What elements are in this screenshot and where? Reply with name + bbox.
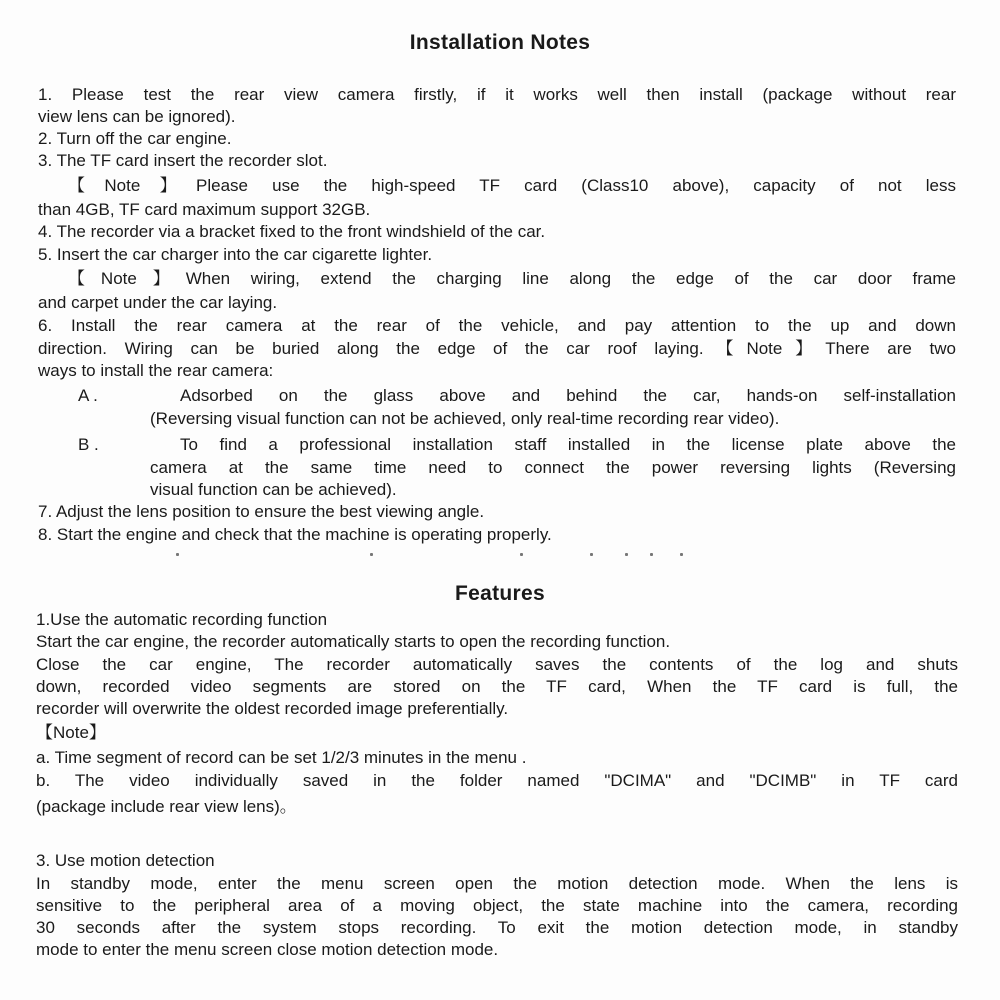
- installation-line: direction. Wiring can be buried along the edge of the car roof laying.【Note】There are two: [38, 339, 956, 358]
- features-line: 30 seconds after the system stops recording. To exit the motion detection mode, in standby: [36, 918, 958, 937]
- option-b-text: camera at the same time need to connect the power reversing lights (Reversing: [150, 458, 956, 477]
- installation-line: view lens can be ignored).: [38, 107, 236, 126]
- cut-off-text-fragments: [170, 553, 690, 557]
- installation-note: 【Note】When wiring, extend the charging line along the edge of the car door frame: [68, 269, 956, 288]
- installation-line: 2. Turn off the car engine.: [38, 129, 232, 148]
- installation-line: 4. The recorder via a bracket fixed to the front windshield of the car.: [38, 222, 546, 241]
- features-line: (package include rear view lens)。: [36, 797, 297, 816]
- motion-detection-heading: 3. Use motion detection: [36, 851, 215, 870]
- features-line: Start the car engine, the recorder automatically starts to open the recording function.: [36, 632, 671, 651]
- installation-note: 【Note】Please use the high-speed TF card (Class10 above), capacity of not less: [68, 176, 956, 195]
- features-line: b. The video individually saved in the folder named "DCIMA" and "DCIMB" in TF card: [36, 771, 958, 790]
- features-line: 1.Use the automatic recording function: [36, 610, 328, 629]
- features-line: Close the car engine, The recorder automatically saves the contents of the log and shuts: [36, 655, 958, 674]
- installation-line: 7. Adjust the lens position to ensure the best viewing angle.: [38, 502, 485, 521]
- option-b-text: To find a professional installation staff installed in the license plate above the: [180, 435, 956, 454]
- option-a-text: Adsorbed on the glass above and behind the car, hands-on self-installation: [180, 386, 956, 405]
- features-note-label: 【Note】: [36, 723, 106, 742]
- features-line: mode to enter the menu screen close motion detection mode.: [36, 940, 499, 959]
- option-b-text: visual function can be achieved).: [150, 480, 397, 499]
- installation-line: 5. Insert the car charger into the car cigarette lighter.: [38, 245, 433, 264]
- installation-line: 8. Start the engine and check that the machine is operating properly.: [38, 525, 552, 544]
- features-line: sensitive to the peripheral area of a moving object, the state machine into the camera, recording: [36, 896, 958, 915]
- features-heading: Features: [455, 582, 545, 605]
- installation-line: 3. The TF card insert the recorder slot.: [38, 151, 328, 170]
- installation-notes-heading: Installation Notes: [409, 31, 591, 54]
- installation-line: ways to install the rear camera:: [38, 361, 274, 380]
- installation-line: than 4GB, TF card maximum support 32GB.: [38, 200, 371, 219]
- features-line: a. Time segment of record can be set 1/2/3 minutes in the menu .: [36, 748, 527, 767]
- installation-line: 1. Please test the rear view camera firstly, if it works well then install (package without rear: [38, 85, 956, 104]
- features-line: In standby mode, enter the menu screen open the motion detection mode. When the lens is: [36, 874, 958, 893]
- option-b-marker: B .: [78, 435, 99, 454]
- installation-line: and carpet under the car laying.: [38, 293, 278, 312]
- features-line: recorder will overwrite the oldest recorded image preferentially.: [36, 699, 509, 718]
- features-line: down, recorded video segments are stored on the TF card, When the TF card is full, the: [36, 677, 958, 696]
- option-a-marker: A .: [78, 386, 98, 405]
- installation-line: 6. Install the rear camera at the rear of the vehicle, and pay attention to the up and down: [38, 316, 956, 335]
- option-a-text: (Reversing visual function can not be achieved, only real-time recording rear video).: [150, 409, 780, 428]
